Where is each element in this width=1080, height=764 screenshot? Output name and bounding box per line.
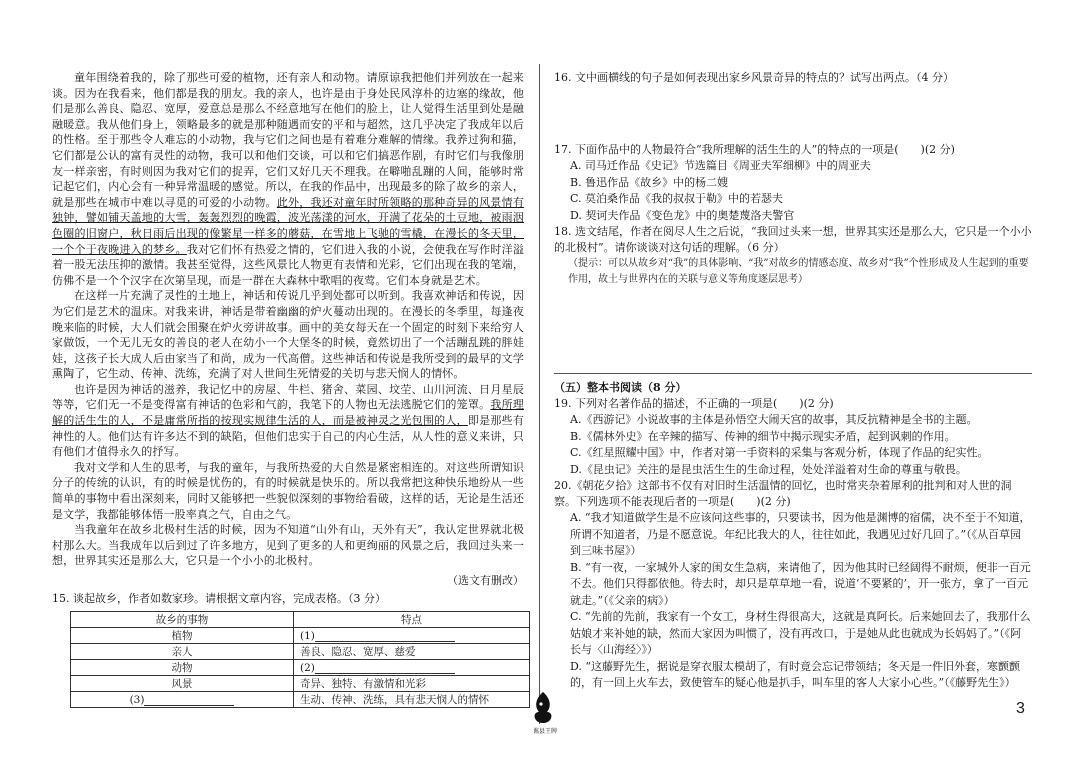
answer-blank-1[interactable] — [315, 630, 455, 642]
table-header: 故乡的事物 — [71, 612, 294, 628]
question-16-stem: 16. 文中画横线的句子是如何表现出家乡风景奇异的特点的？试写出两点。（4 分） — [554, 71, 954, 84]
table-cell: 亲人 — [71, 644, 294, 660]
question-16-answer-space[interactable] — [554, 86, 1032, 142]
table-cell: 动物 — [71, 660, 294, 676]
question-15-table — [70, 611, 530, 708]
question-20-stem: 20.《朝花夕拾》这部书不仅有对旧时生活温情的回忆，也时常夹杂着犀利的批判和对人世的洞察。下列选项不能表现后者的一项是( )(2 分) — [554, 479, 1012, 508]
question-19-stem: 19. 下列对名著作品的描述，不正确的一项是( )(2 分) — [554, 397, 834, 410]
table-header: 特点 — [294, 612, 530, 628]
right-column — [554, 70, 1032, 692]
question-20-option-d[interactable]: D. “这藤野先生，据说是穿衣服太模胡了，有时竟会忘记带领结；冬天是一件旧外套，寒颤颤的，有一回上火车去，致使管车的疑心他是扒手，叫车里的客人大家小心些。”（《藤野先生》） — [570, 659, 1021, 689]
table-row — [71, 660, 530, 676]
column-divider — [539, 64, 540, 724]
table-cell: (1) — [294, 628, 530, 644]
question-19-option-c[interactable]: C.《红星照耀中国》中，作者对第一手资料的采集与客观分析，体现了作品的纪实性。 — [570, 446, 989, 459]
table-row — [71, 692, 530, 708]
table-cell: 生动、传神、洗练，具有悲天悯人的情怀 — [294, 692, 530, 708]
question-19-option-a[interactable]: A.《西游记》小说故事的主体是孙悟空大闹天宫的故事，其反抗精神是全书的主题。 — [570, 413, 978, 426]
table-cell: (2) — [294, 660, 530, 676]
table-cell: 风景 — [71, 676, 294, 692]
question-19-option-d[interactable]: D.《昆虫记》关注的是昆虫活生生的生命过程，处处洋溢着对生命的尊重与敬畏。 — [570, 462, 967, 476]
table-cell: 植物 — [71, 628, 294, 644]
underlined-scenery-sentence: 此外，我还对童年时所领略的那种奇异的风景情有独钟，譬如铺天盖地的大雪，轰轰烈烈的晚霞，波光荡漾的河水，开满了花朵的土豆地，被雨洇色圈的旧窗户，秋日雨后出现的像繁星一样多的蘑菇，在雪地上飞驰的雪橇，在漫长的冬天里，一个个于夜晚进入的梦乡。 — [52, 195, 524, 256]
question-20-option-a[interactable]: A. “我才知道做学生是不应该问这些事的，只要读书，因为他是渊博的宿儒，决不至于不知道，所谓不知道者，乃是不愿意说。年纪比我大的人，往往如此，我遇见过好几回了。”（《从百草园到三味书屋》） — [570, 511, 1031, 557]
passage-paragraph-5: 当我童年在故乡北极村生活的时候，因为不知道“山外有山，天外有天”，我认定世界就北极村那么大。当我成年以后到过了许多地方，见到了更多的人和更绚丽的风景之后，我回过头来一想，世界其实还是那么大，它只是一个小小的北极村。 — [52, 523, 524, 568]
underlined-living-person-sentence: 我所理解的活生生的人，不是庸常所指的按现实规律生活的人，而是被神灵之光包围的人， — [52, 398, 524, 428]
question-17-stem: 17. 下面作品中的人物最符合“我所理解的活生生的人”的特点的一项是( )(2 分) — [554, 143, 955, 156]
question-17-option-a[interactable]: A. 司马迁作品《史记》节选篇目《周亚夫军细柳》中的周亚夫 — [570, 159, 871, 172]
table-header-row — [71, 612, 530, 628]
question-19-option-b[interactable]: B.《儒林外史》在辛辣的描写、传神的细节中揭示现实矛盾，起到讽刺的作用。 — [570, 429, 956, 443]
question-18-answer-space[interactable] — [554, 287, 1032, 373]
table-row — [71, 628, 530, 644]
table-cell: (3) — [71, 692, 294, 708]
question-17-option-b[interactable]: B. 鲁迅作品《故乡》中的杨二嫂 — [570, 175, 729, 189]
passage-paragraph-4: 我对文学和人生的思考，与我的童年，与我所热爱的大自然是紧密相连的。对这些所谓知识分子的传统的认识，有的时候是忧伤的，有的时候就是快乐的。所以我常把这种快乐地纷从一些简单的事物中看出深刻来，同时又能够把一些貌似深刻的事物给看破，这样的话，无论是生活还是文学，我都能够体悟一股率真之气，自由之气。 — [52, 460, 524, 521]
answer-blank-3[interactable] — [144, 694, 234, 706]
question-20-option-c[interactable]: C. “先前的先前，我家有一个女工，身材生得很高大，这就是真阿长。后来她回去了，我那什么姑娘才来补她的缺，然而大家因为叫惯了，没有再改口，于是她从此也就成为长妈妈了。”（《阿长与〈山海经〉》） — [570, 610, 1031, 656]
question-18-stem: 18. 选文结尾，作者在阅尽人生之后说，“我回过头来一想，世界其实还是那么大，它只是一个小小的北极村”。请你谈谈对这句话的理解。（6 分） — [554, 225, 1032, 254]
passage-source: （选文有删改） — [447, 574, 524, 587]
publisher-logo-icon — [530, 690, 556, 726]
table-cell: 善良、隐忍、宽厚、慈爱 — [294, 644, 530, 660]
left-column — [52, 70, 524, 708]
question-15-stem: 15. 谈起故乡，作者如数家珍。请根据文章内容，完成表格。（3 分） — [52, 592, 386, 605]
table-row — [71, 644, 530, 660]
passage-paragraph-2: 在这样一片充满了灵性的土地上，神话和传说几乎到处都可以听到。我喜欢神话和传说，因为它们是艺术的温床。对我来讲，神话是带着幽幽的炉火蔓动出现的。在漫长的冬季里，每逢夜晚来临的时候，大人们就会围聚在炉火旁讲故事。画中的美女每天在一个固定的时刻下来给穷人家做饭，一个无儿无女的善良的老人在幼小一个大堡冬的时候，竟然切出了一个活蹦乱跳的胖娃娃，这孩子长大成人后由家当了和尚，成为一代高僧。这些神话和传说是我所受到的最早的文学熏陶了，它生动、传神、洗练，充满了对人世间生死情爱的关切与悲天悯人的情怀。 — [52, 289, 524, 381]
passage-paragraph-3: 也许是因为神话的滋养，我记忆中的房屋、牛栏、猪舍、菜园、坟茔、山川河流、日月星辰等等，它们无一不是变得富有神话的色彩和气韵，我笔下的人物也无法逃脱它们的笼罩。我所理解的活生生的人，不是庸常所指的按现实规律生活的人，而是被神灵之光包围的人，即是那些有神性的人。他们达有许多达不到的缺陷，但他们忠实于自己的内心生活，从人性的意义来讲，只有他们才值得永久的抒写。 — [52, 382, 524, 459]
table-row — [71, 676, 530, 692]
reading-passage — [52, 70, 524, 569]
section-5-title: （五）整本书阅读（8 分） — [554, 381, 687, 394]
publisher-logo-text: 谯县王牌 — [532, 728, 557, 735]
question-17-option-c[interactable]: C. 莫泊桑作品《我的叔叔于勒》中的若瑟夫 — [570, 192, 784, 205]
page-number: 3 — [1016, 700, 1025, 717]
question-20-option-b[interactable]: B. “有一夜，一家城外人家的闺女生急病，来请他了，因为他其时已经阔得不耐烦，便非一百元不去。他们只得都依他。待去时，却只是草草地一看，说道‘不要紧的’，开一张方，拿了一百元就走。”（《父亲的病》） — [570, 560, 1031, 607]
passage-paragraph-1: 童年围绕着我的，除了那些可爱的植物，还有亲人和动物。请原谅我把他们并列放在一起来谈。因为在我看来，他们都是我的朋友。我的亲人，也许是由于身处民风淳朴的边塞的缘故，他们是那么善良、隐忍、宽厚，爱意总是那么不经意地写在他们的脸上，让人觉得生活里到处是融融暖意。我从他们身上，领略最多的就是那种随遇而安的平和与超然，这几乎决定了我成年以后的性格。至于那些令人难忘的小动物，我与它们之间也是有着难分难解的情缘。我养过狗和猫，它们都是公认的富有灵性的动物，我可以和他们交谈，可以和它们搞恶作剧，有时它们与我像朋友一样亲密，有时则因为我对它们的捉弄，它们又好几天不理我。在噼啪乱蹦的人间，能够时常记起它们，内心会有一种异常温暖的感觉。所以，在我的作品中，出现最多的除了故乡的亲人，就是那些在城市中难以寻觅的可爱的小动物。此外，我还对童年时所领略的那种奇异的风景情有独钟，譬如铺天盖地的大雪，轰轰烈烈的晚霞，波光荡漾的河水，开满了花朵的土豆地，被雨洇色圈的旧窗户，秋日雨后出现的像繁星一样多的蘑菇，在雪地上飞驰的雪橇，在漫长的冬天里，一个个于夜晚进入的梦乡。我对它们怀有热爱之情的，它们进入我的小说，会使我在写作时洋溢着一股无法压抑的激情。我甚至觉得，这些风景比人物更有表情和光彩，它们出现在我的笔端，仿佛不是一个个汉字在次第呈现，而是一群在大森林中歌唱的夜莺。它们本身就是艺术。 — [52, 71, 524, 287]
question-18-hint: （提示：可以从故乡对“我”的具体影响、“我”对故乡的情感态度、故乡对“我”个性形成及人生起到的重要作用，故土与世界内在的关联与意义等角度逐层思考） — [568, 258, 1029, 285]
question-17-option-d[interactable]: D. 契诃夫作品《变色龙》中的奥楚蔑洛夫警官 — [570, 208, 795, 222]
table-cell: 奇异、独特、有激情和光彩 — [294, 676, 530, 692]
answer-blank-2[interactable] — [315, 662, 455, 674]
